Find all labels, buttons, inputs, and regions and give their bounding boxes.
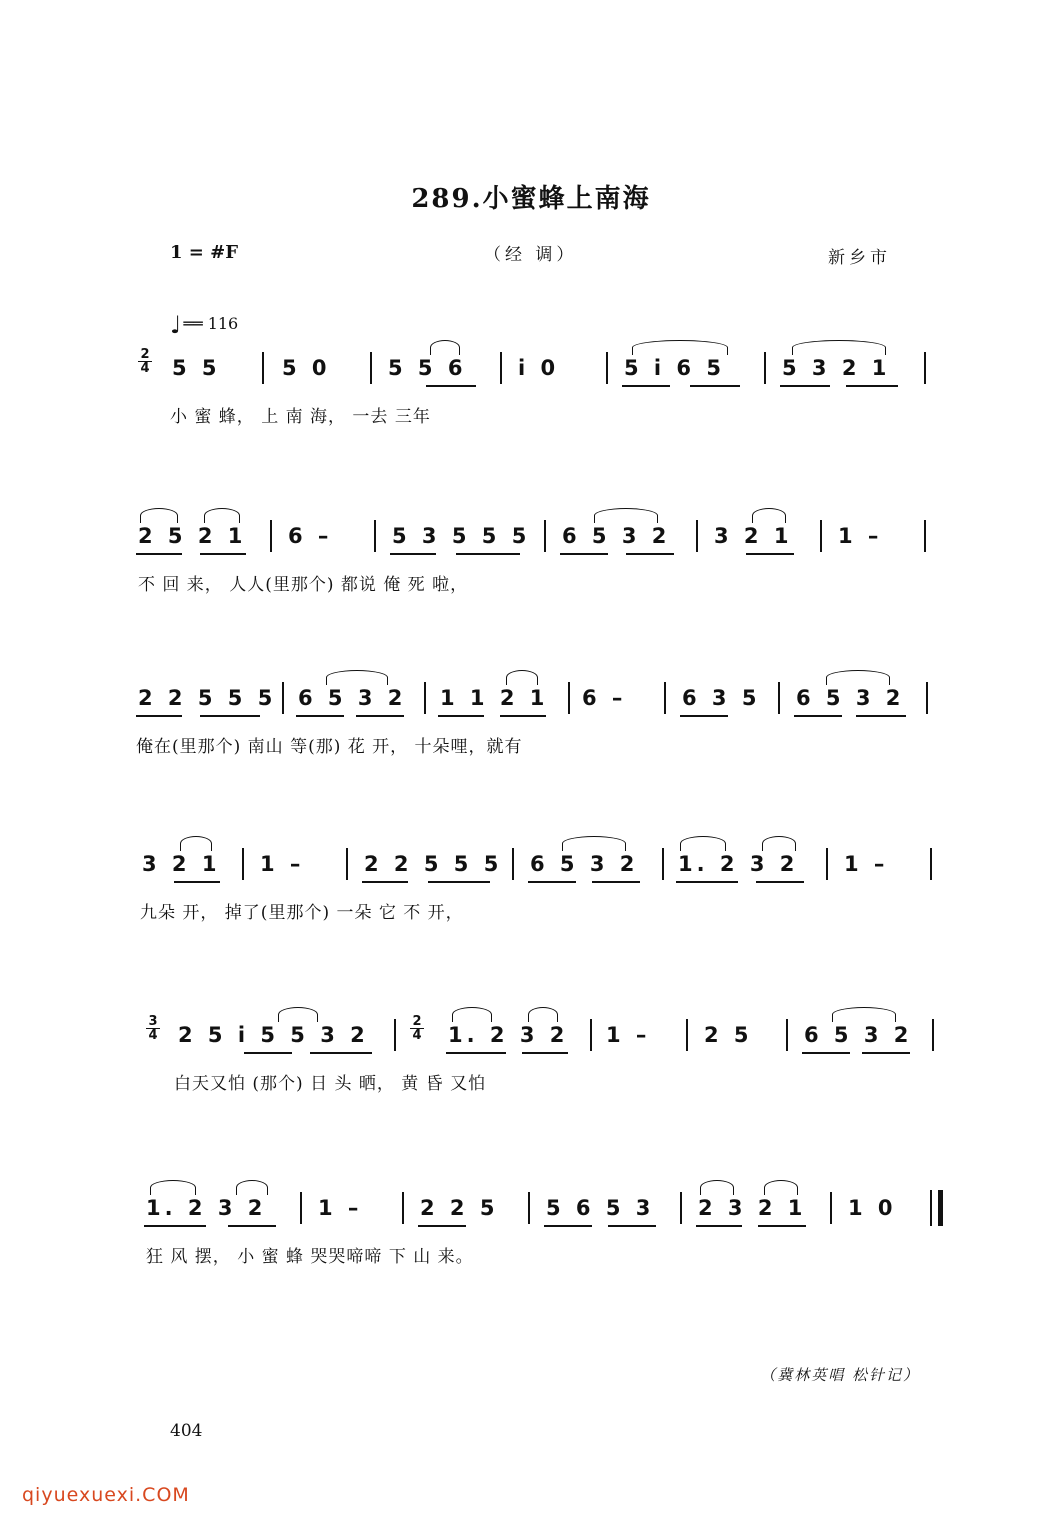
barline xyxy=(402,1192,404,1224)
measure: 1 – xyxy=(260,852,305,876)
slur xyxy=(430,340,460,355)
slur xyxy=(140,508,178,523)
measure: 5 3 5 5 5 xyxy=(392,524,531,548)
measure: 1 – xyxy=(844,852,889,876)
barline xyxy=(590,1019,592,1051)
slur xyxy=(752,508,786,523)
measure: 2 5 i 5 5 3 2 xyxy=(178,1023,369,1047)
beam xyxy=(144,1225,206,1227)
measure: 1 – xyxy=(838,524,883,548)
lyrics-line: 不 回 来， 人人(里那个) 都说 俺 死 啦， xyxy=(138,575,469,595)
slur xyxy=(594,508,658,523)
beam xyxy=(228,1225,276,1227)
beam xyxy=(758,1225,806,1227)
barline xyxy=(262,352,264,384)
beam xyxy=(438,715,484,717)
measure: 1. 2 3 2 xyxy=(146,1196,267,1220)
measure: 1 – xyxy=(318,1196,363,1220)
beam xyxy=(862,1052,910,1054)
slur xyxy=(700,1180,734,1195)
barline xyxy=(270,520,272,552)
style-label: （经 调） xyxy=(484,245,578,265)
slur xyxy=(762,836,796,851)
barline xyxy=(282,682,284,714)
measure: 5 5 6 xyxy=(388,356,467,380)
beam xyxy=(608,1225,656,1227)
beam xyxy=(310,1052,372,1054)
time-signature: 2 4 xyxy=(410,1015,424,1042)
measure: i 0 xyxy=(518,356,560,380)
beam xyxy=(136,553,182,555)
measure: 2 5 2 1 xyxy=(138,524,247,548)
slur xyxy=(452,1007,492,1022)
beam xyxy=(780,385,830,387)
barline xyxy=(500,352,502,384)
slur xyxy=(506,670,538,685)
beam xyxy=(136,715,182,717)
score-line-5 xyxy=(0,1014,1062,1103)
barline xyxy=(680,1192,682,1224)
barline xyxy=(932,1019,934,1051)
barline xyxy=(786,1019,788,1051)
region-label: 新乡市 xyxy=(828,248,891,268)
slur xyxy=(632,340,728,355)
measure: 2 3 2 1 xyxy=(698,1196,807,1220)
beam xyxy=(560,553,608,555)
measure: 5 6 5 3 xyxy=(546,1196,655,1220)
beam xyxy=(522,1052,568,1054)
beam xyxy=(846,385,898,387)
measure: 2 2 5 5 5 xyxy=(138,686,277,710)
song-title: 289.小蜜蜂上南海 xyxy=(411,184,651,214)
key-signature: 1 = #F xyxy=(170,242,239,263)
beam xyxy=(446,1052,506,1054)
beam xyxy=(592,881,640,883)
measure: 6 – xyxy=(288,524,333,548)
barline xyxy=(346,848,348,880)
measure: 6 5 3 2 xyxy=(804,1023,913,1047)
measure: 6 5 3 2 xyxy=(298,686,407,710)
lyrics-line: 小 蜜 蜂， 上 南 海， 一去 三年 xyxy=(170,407,431,427)
barline xyxy=(820,520,822,552)
slur xyxy=(832,1007,896,1022)
measure: 6 3 5 xyxy=(682,686,761,710)
barline xyxy=(300,1192,302,1224)
slur xyxy=(680,836,726,851)
measure: 3 2 1 xyxy=(714,524,793,548)
barline xyxy=(686,1019,688,1051)
beam xyxy=(244,1052,292,1054)
beam xyxy=(362,881,408,883)
score-line-4 xyxy=(0,852,1062,932)
slur xyxy=(792,340,886,355)
measure: 6 5 3 2 xyxy=(530,852,639,876)
measure: 2 5 xyxy=(704,1023,753,1047)
slur xyxy=(528,1007,558,1022)
barline xyxy=(512,848,514,880)
barline xyxy=(764,352,766,384)
barline xyxy=(374,520,376,552)
slur xyxy=(326,670,388,685)
score-line-2 xyxy=(0,524,1062,604)
slur xyxy=(180,836,212,851)
barline xyxy=(778,682,780,714)
measure: 2 2 5 xyxy=(420,1196,499,1220)
barline xyxy=(394,1019,396,1051)
beam xyxy=(622,385,670,387)
tempo-marking xyxy=(170,311,238,339)
barline xyxy=(662,848,664,880)
slur xyxy=(764,1180,798,1195)
beam xyxy=(174,881,220,883)
beam xyxy=(356,715,404,717)
final-barline xyxy=(930,1190,943,1226)
barline xyxy=(242,848,244,880)
beam xyxy=(426,385,476,387)
tempo-equals: ══ xyxy=(183,314,208,333)
performer-credit: （冀林英唱 松针记） xyxy=(760,1366,920,1384)
quarter-note-icon: ♩ xyxy=(170,311,182,339)
barline xyxy=(528,1192,530,1224)
beam xyxy=(544,1225,592,1227)
beam xyxy=(200,553,246,555)
measure: 5 i 6 5 xyxy=(624,356,725,380)
barline xyxy=(826,848,828,880)
beam xyxy=(856,715,906,717)
score-line-6 xyxy=(0,1196,1062,1276)
barline xyxy=(924,352,926,384)
measure: 3 2 1 xyxy=(142,852,221,876)
time-signature: 3 4 xyxy=(146,1015,160,1042)
measure: 1 0 xyxy=(848,1196,897,1220)
lyrics-line: 九朵 开， 掉了(里那个) 一朵 它 不 开， xyxy=(140,903,464,923)
beam xyxy=(756,881,804,883)
beam xyxy=(680,715,728,717)
barline xyxy=(568,682,570,714)
lyrics-line: 狂 风 摆， 小 蜜 蜂 哭哭啼啼 下 山 来。 xyxy=(146,1247,474,1267)
beam xyxy=(746,553,794,555)
beam xyxy=(296,715,344,717)
beam xyxy=(690,385,740,387)
measure: 1 – xyxy=(606,1023,651,1047)
slur xyxy=(826,670,890,685)
beam xyxy=(696,1225,742,1227)
beam xyxy=(500,715,546,717)
beam xyxy=(794,715,842,717)
score-line-1 xyxy=(0,347,1062,436)
measure: 1 1 2 1 xyxy=(440,686,549,710)
score-line-3 xyxy=(0,686,1062,766)
lyrics-line: 俺在(里那个) 南山 等(那) 花 开， 十朵哩，就有 xyxy=(136,737,523,757)
lyrics-line: 白天又怕 (那个) 日 头 晒， 黄 昏 又怕 xyxy=(174,1074,487,1094)
slur xyxy=(204,508,240,523)
beam xyxy=(626,553,674,555)
page-number: 404 xyxy=(170,1421,203,1441)
barline xyxy=(544,520,546,552)
barline xyxy=(830,1192,832,1224)
measure: 1. 2 3 2 xyxy=(678,852,799,876)
barline xyxy=(606,352,608,384)
barline xyxy=(924,520,926,552)
beam xyxy=(428,881,490,883)
measure: 5 3 2 1 xyxy=(782,356,891,380)
barline xyxy=(664,682,666,714)
beam xyxy=(802,1052,850,1054)
beam xyxy=(418,1225,466,1227)
barline xyxy=(370,352,372,384)
measure: 2 2 5 5 5 xyxy=(364,852,503,876)
beam xyxy=(200,715,260,717)
measure: 5 0 xyxy=(282,356,331,380)
beam xyxy=(528,881,576,883)
beam xyxy=(456,553,520,555)
measure: 6 – xyxy=(582,686,627,710)
slur xyxy=(562,836,626,851)
barline xyxy=(696,520,698,552)
slur xyxy=(278,1007,318,1022)
measure: 6 5 3 2 xyxy=(796,686,905,710)
measure: 6 5 3 2 xyxy=(562,524,671,548)
site-watermark[interactable]: qiyuexuexi.COM xyxy=(22,1484,190,1506)
tempo-value: 116 xyxy=(207,314,239,333)
barline xyxy=(930,848,932,880)
measure: 1. 2 3 2 xyxy=(448,1023,569,1047)
beam xyxy=(390,553,436,555)
slur xyxy=(150,1180,196,1195)
barline xyxy=(926,682,928,714)
barline xyxy=(424,682,426,714)
beam xyxy=(676,881,738,883)
time-signature: 2 4 xyxy=(138,348,152,375)
slur xyxy=(236,1180,268,1195)
measure: 5 5 xyxy=(172,356,221,380)
